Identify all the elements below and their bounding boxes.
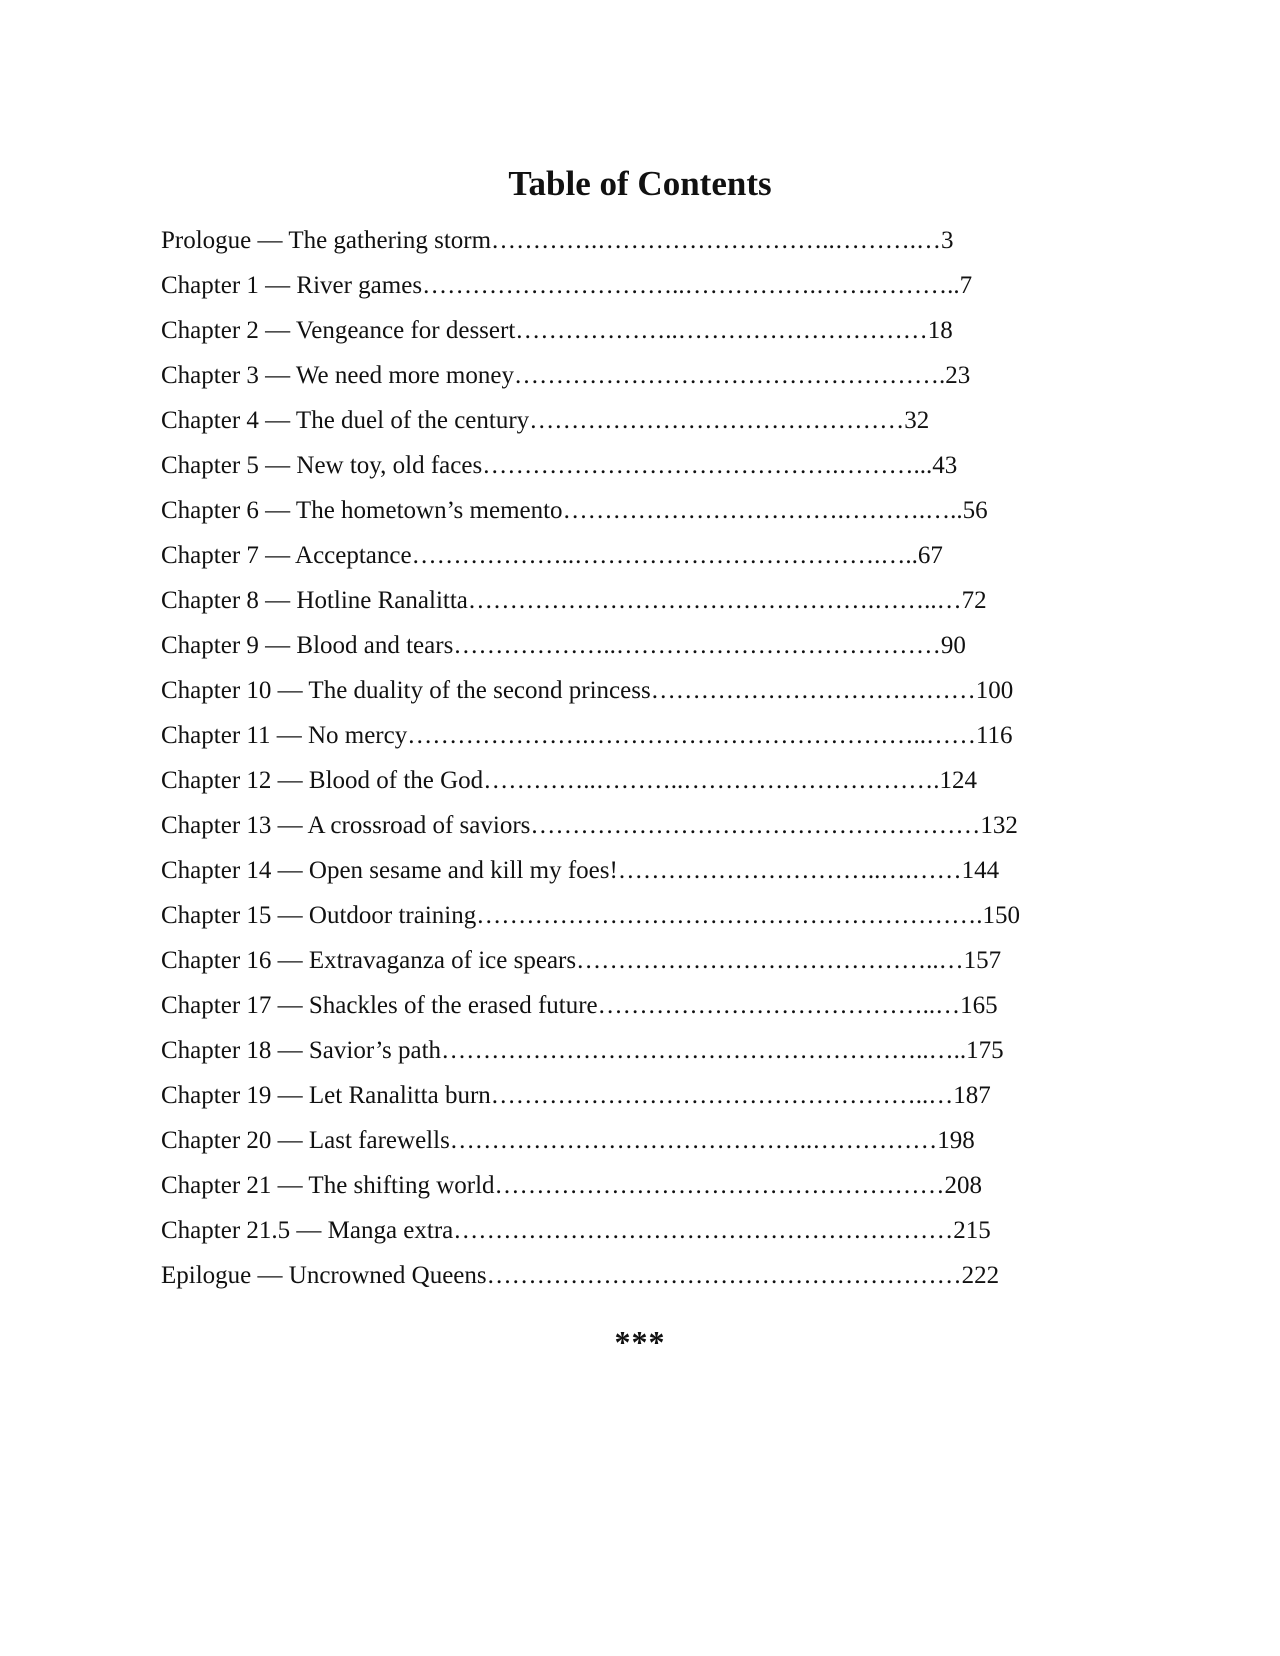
- toc-entry-page: 132: [980, 812, 1018, 839]
- toc-entry-page: 198: [937, 1127, 975, 1154]
- toc-entry: [161, 629, 1020, 674]
- toc-entry-page: 116: [975, 722, 1013, 749]
- toc-entry-label: Chapter 1 — River games: [161, 272, 423, 299]
- toc-entry: [161, 1034, 1020, 1079]
- toc-entry-label: Chapter 17 — Shackles of the erased future: [161, 992, 598, 1019]
- toc-entry-page: .124: [933, 767, 977, 794]
- section-separator: ***: [614, 1324, 666, 1360]
- toc-entry-page: 32: [904, 407, 930, 434]
- toc-entry: [161, 584, 1020, 629]
- toc-entry: [161, 359, 1020, 404]
- toc-entry-label: Chapter 21.5 — Manga extra: [161, 1217, 454, 1244]
- toc-entry-label: Chapter 11 — No mercy: [161, 722, 408, 749]
- toc-entry: [161, 269, 1020, 314]
- toc-entry-label: Chapter 15 — Outdoor training: [161, 902, 477, 929]
- toc-entry: [161, 1169, 1020, 1214]
- toc-entry-label: Chapter 2 — Vengeance for dessert: [161, 317, 516, 344]
- toc-entry: [161, 494, 1020, 539]
- toc-entry-label: Chapter 13 — A crossroad of saviors: [161, 812, 531, 839]
- toc-entry-label: Chapter 21 — The shifting world: [161, 1172, 495, 1199]
- toc-entry: [161, 764, 1020, 809]
- toc-entry: [161, 1124, 1020, 1169]
- toc-entry-page: 144: [961, 857, 1000, 884]
- toc-entry-label: Chapter 6 — The hometown’s memento: [161, 497, 563, 524]
- toc-list: [161, 224, 1020, 1304]
- toc-entry-label: Chapter 3 — We need more money: [161, 362, 514, 389]
- toc-entry-leader: ……………………………………..…: [576, 947, 964, 974]
- toc-entry: [161, 404, 1020, 449]
- toc-entry-label: Chapter 7 — Acceptance: [161, 542, 412, 569]
- toc-entry-label: Chapter 20 — Last farewells: [161, 1127, 450, 1154]
- toc-entry: [161, 809, 1020, 854]
- toc-entry-page: 3: [941, 227, 954, 254]
- toc-entry-leader: ……………………………………………: [513, 362, 939, 389]
- toc-entry-page: 222: [961, 1262, 1000, 1289]
- toc-entry: [161, 989, 1020, 1034]
- toc-entry-label: Chapter 8 — Hotline Ranalitta: [161, 587, 468, 614]
- toc-entry-label: Epilogue — Uncrowned Queens: [161, 1262, 487, 1289]
- toc-entry-leader: ……………………………………………………: [453, 1217, 954, 1244]
- toc-entry-page: 90: [940, 632, 966, 659]
- toc-entry: [161, 449, 1020, 494]
- toc-entry-label: Chapter 18 — Savior’s path: [161, 1037, 442, 1064]
- toc-entry-page: 18: [927, 317, 953, 344]
- toc-entry-leader: ………………….…………………………………..……: [407, 722, 976, 749]
- toc-entry: [161, 539, 1020, 584]
- toc-entry-label: Chapter 10 — The duality of the second princess: [161, 677, 651, 704]
- toc-entry-page: 215: [953, 1217, 991, 1244]
- toc-entry-label: Chapter 12 — Blood of the God: [161, 767, 484, 794]
- toc-entry-leader: ……………………………………………..…: [490, 1082, 954, 1109]
- toc-entry-page: ...43: [913, 452, 958, 479]
- toc-entry: [161, 314, 1020, 359]
- toc-entry-leader: ………………………………………….……..…: [467, 587, 962, 614]
- toc-entry-page: ..56: [950, 497, 988, 524]
- toc-entry-label: Chapter 14 — Open sesame and kill my foes!: [161, 857, 618, 884]
- toc-entry-leader: ………………..……………………………….…: [411, 542, 906, 569]
- toc-entry-page: 187: [953, 1082, 991, 1109]
- toc-entry: [161, 674, 1020, 719]
- toc-entry-label: Prologue — The gathering storm: [161, 227, 492, 254]
- toc-entry-leader: …………………………………….………: [482, 452, 914, 479]
- toc-entry-leader: …………………………………………………: [486, 1262, 962, 1289]
- toc-entry-leader: ………………………………………………: [494, 1172, 945, 1199]
- toc-entry: [161, 224, 1020, 269]
- toc-entry: [161, 1079, 1020, 1124]
- toc-entry-leader: ……………………………………..……………: [449, 1127, 938, 1154]
- toc-entry-leader: ………………………………………: [529, 407, 905, 434]
- toc-entry-page: .23: [938, 362, 971, 389]
- toc-entry-leader: ……………………………………………………: [476, 902, 977, 929]
- toc-entry-leader: …………..………..…………………………: [483, 767, 934, 794]
- toc-entry: [161, 1259, 1020, 1304]
- toc-entry-leader: …………………………….……….…: [562, 497, 951, 524]
- toc-entry-page: 208: [944, 1172, 983, 1199]
- toc-entry-leader: …………………………………: [650, 677, 976, 704]
- toc-entry-leader: ………………..…………………………: [515, 317, 928, 344]
- toc-entry-leader: …………………………..…………….…….……….: [422, 272, 954, 299]
- toc-entry: [161, 944, 1020, 989]
- toc-entry-leader: ………………..…………………………………: [453, 632, 941, 659]
- toc-entry-leader: ………………………………………………: [530, 812, 981, 839]
- toc-entry-page: .7: [953, 272, 973, 299]
- toc-entry-page: .150: [976, 902, 1020, 929]
- toc-entry-page: ..67: [905, 542, 943, 569]
- toc-entry-page: 165: [960, 992, 998, 1019]
- page-title: Table of Contents: [508, 164, 772, 203]
- toc-entry-leader: ………….………………………..……….…: [491, 227, 942, 254]
- toc-entry-page: 72: [961, 587, 987, 614]
- toc-entry-leader: …………………………………………………..….: [441, 1037, 960, 1064]
- toc-entry-label: Chapter 5 — New toy, old faces: [161, 452, 483, 479]
- toc-entry-page: 100: [975, 677, 1014, 704]
- toc-entry-label: Chapter 19 — Let Ranalitta burn: [161, 1082, 491, 1109]
- toc-entry: [161, 719, 1020, 764]
- toc-entry-leader: …………………………..….……: [617, 857, 962, 884]
- toc-entry-leader: …………………………………..…: [597, 992, 961, 1019]
- toc-entry-page: 157: [963, 947, 1002, 974]
- toc-entry-page: .175: [959, 1037, 1004, 1064]
- toc-entry: [161, 1214, 1020, 1259]
- toc-entry-label: Chapter 4 — The duel of the century: [161, 407, 530, 434]
- toc-entry: [161, 899, 1020, 944]
- toc-entry: [161, 854, 1020, 899]
- toc-entry-label: Chapter 9 — Blood and tears: [161, 632, 454, 659]
- toc-entry-label: Chapter 16 — Extravaganza of ice spears: [161, 947, 577, 974]
